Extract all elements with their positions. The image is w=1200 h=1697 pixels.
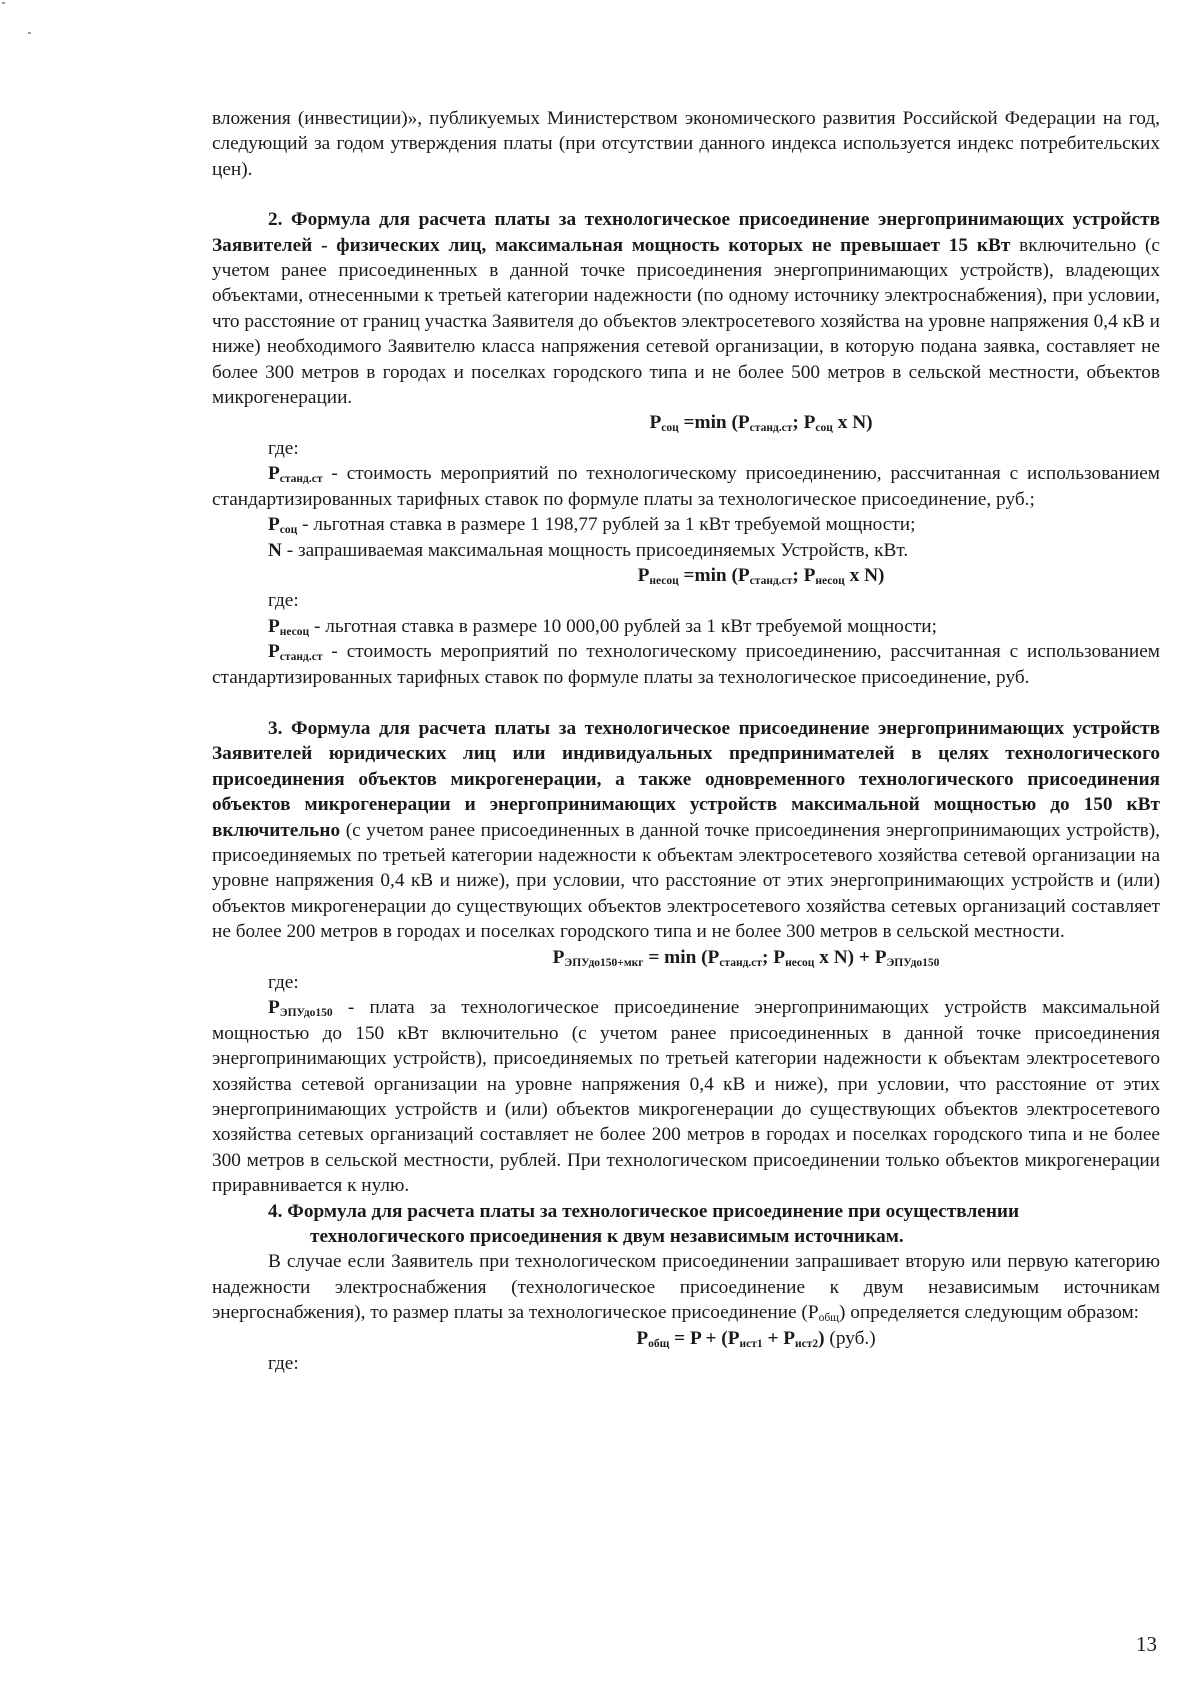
where-label: где: <box>268 437 299 459</box>
scan-speck <box>2 2 5 4</box>
definition-pstand-2: $P_{станд.ст}$ - стоимость мероприятий по технологическому присоединению, рассчитанная с использованием стандартизированных тарифных ставок по формуле платы за технологическое присоединение, руб. <box>212 641 1160 688</box>
section-2-text: включительно (с учетом ранее присоединенных в данной точке присоединения энергопринимающих устройств), владеющих объектами, отнесенными к третьей категории надежности (по одному источнику электроснабжения), при условии, что расстояние от границ участка Заявителя до объектов электросетевого хозяйства на уровне напряжения 0,4 кВ и ниже) необходимого Заявителю класса напряжения сетевой организации, в которую подана заявка, составляет не более 300 метров в городах и поселках городского типа и не более 500 метров в сельской местности, объектов микрогенерации. <box>212 234 1160 409</box>
formula-psoc: $P_{соц} =\min$ ($P_{станд.ст}$; $P_{соц}$ x N) <box>649 412 873 435</box>
section-4-heading: 4. Формула для расчета платы за технологическое присоединение при осуществлении <box>268 1200 1020 1222</box>
section-2-paragraph <box>212 207 1160 410</box>
section-4-paragraph: В случае если Заявитель при технологическом присоединении запрашивает вторую или первую категорию надежности электроснабжения (технологическое присоединение к двум независимым источникам энергоснабжения), то размер платы за технологическое присоединение $(P_{общ})$ определяется следующим образом: <box>212 1251 1160 1325</box>
section-3-heading: 3. Формула для расчета платы за технологическое присоединение энергопринимающих устройств Заявителей юридических лиц или индивидуальных предпринимателей в целях технологического присоединения объектов микрогенерации, а также одновременного технологического присоединения объектов микрогенерации и энергопринимающих устройств максимальной мощностью до 150 кВт включительно <box>212 717 1160 841</box>
definition-pepu150: $P_{ЭПУдо150}$ - плата за технологическое присоединение энергопринимающих устройств максимальной мощностью до 150 кВт включительно (с учетом ранее присоединенных в данной точке присоединения энергопринимающих устройств), присоединяемых по третьей категории надежности к объектам электросетевого хозяйства сетевой организации на уровне напряжения 0,4 кВ и ниже), при условии, что расстояние от этих энергопринимающих устройств и (или) объектов микрогенерации до существующих объектов электросетевого хозяйства сетевых организаций составляет не более 200 метров в городах и поселках городского типа и не более 300 метров в сельской местности, рублей. При технологическом присоединении только объектов микрогенерации приравнивается к нулю. <box>212 997 1160 1197</box>
formula-pnesoc: $P_{несоц} =\min$ ($P_{станд.ст}$; $P_{несоц}$ x N) <box>637 564 885 587</box>
where-label: где: <box>268 590 299 612</box>
formula-pepu: $P_{ЭПУдо150+мкг} = \min (P_{станд.ст}$; $P_{несоц}$ x $N) + P_{ЭПУдо150}$ <box>552 946 940 969</box>
intro-paragraph: вложения (инвестиции)», публикуемых Министерством экономического развития Российской Федерации на год, следующий за годом утверждения платы (при отсутствии данного индекса используется индекс потребительских цен). <box>212 108 1160 180</box>
definition-pstand: $P_{станд.ст}$ - стоимость мероприятий по технологическому присоединению, рассчитанная с использованием стандартизированных тарифных ставок по формуле платы за технологическое присоединение, руб.; <box>212 463 1160 510</box>
definition-n: N - запрашиваемая максимальная мощность присоединяемых Устройств, кВт. <box>268 539 909 561</box>
section-3-paragraph <box>212 716 1160 945</box>
where-label: где: <box>268 972 299 993</box>
document-page <box>212 106 1160 1377</box>
section-3-text: (с учетом ранее присоединенных в данной точке присоединения энергопринимающих устройств), присоединяемых по третьей категории надежности к объектам электросетевого хозяйства сетевой организации на уровне напряжения 0,4 кВ и ниже), при условии, что расстояние от этих энергопринимающих устройств и (или) объектов микрогенерации до существующих объектов электросетевого хозяйства сетевых организаций составляет не более 200 метров в городах и поселках городского типа и не более 300 метров в сельской местности. <box>212 819 1160 943</box>
definition-pnesoc: $P_{несоц}$ - льготная ставка в размере 10 000,00 рублей за 1 кВт требуемой мощности; <box>268 615 937 638</box>
scan-speck <box>28 32 31 34</box>
section-4-heading-cont: технологического присоединения к двум независимым источникам. <box>310 1226 904 1248</box>
definition-psoc: $P_{соц}$ - льготная ставка в размере 1 198,77 рублей за 1 кВт требуемой мощности; <box>268 514 916 537</box>
section-2-heading: 2. Формула для расчета платы за технологическое присоединение энергопринимающих устройств Заявителей - физических лиц, максимальная мощность которых не превышает 15 кВт <box>212 209 1160 256</box>
page-number: 13 <box>1136 1632 1157 1656</box>
where-label: где: <box>268 1353 299 1375</box>
formula-pobsh: $P_{общ} = P + (P_{ист1} + P_{ист2})$ (руб.) <box>636 1327 876 1350</box>
